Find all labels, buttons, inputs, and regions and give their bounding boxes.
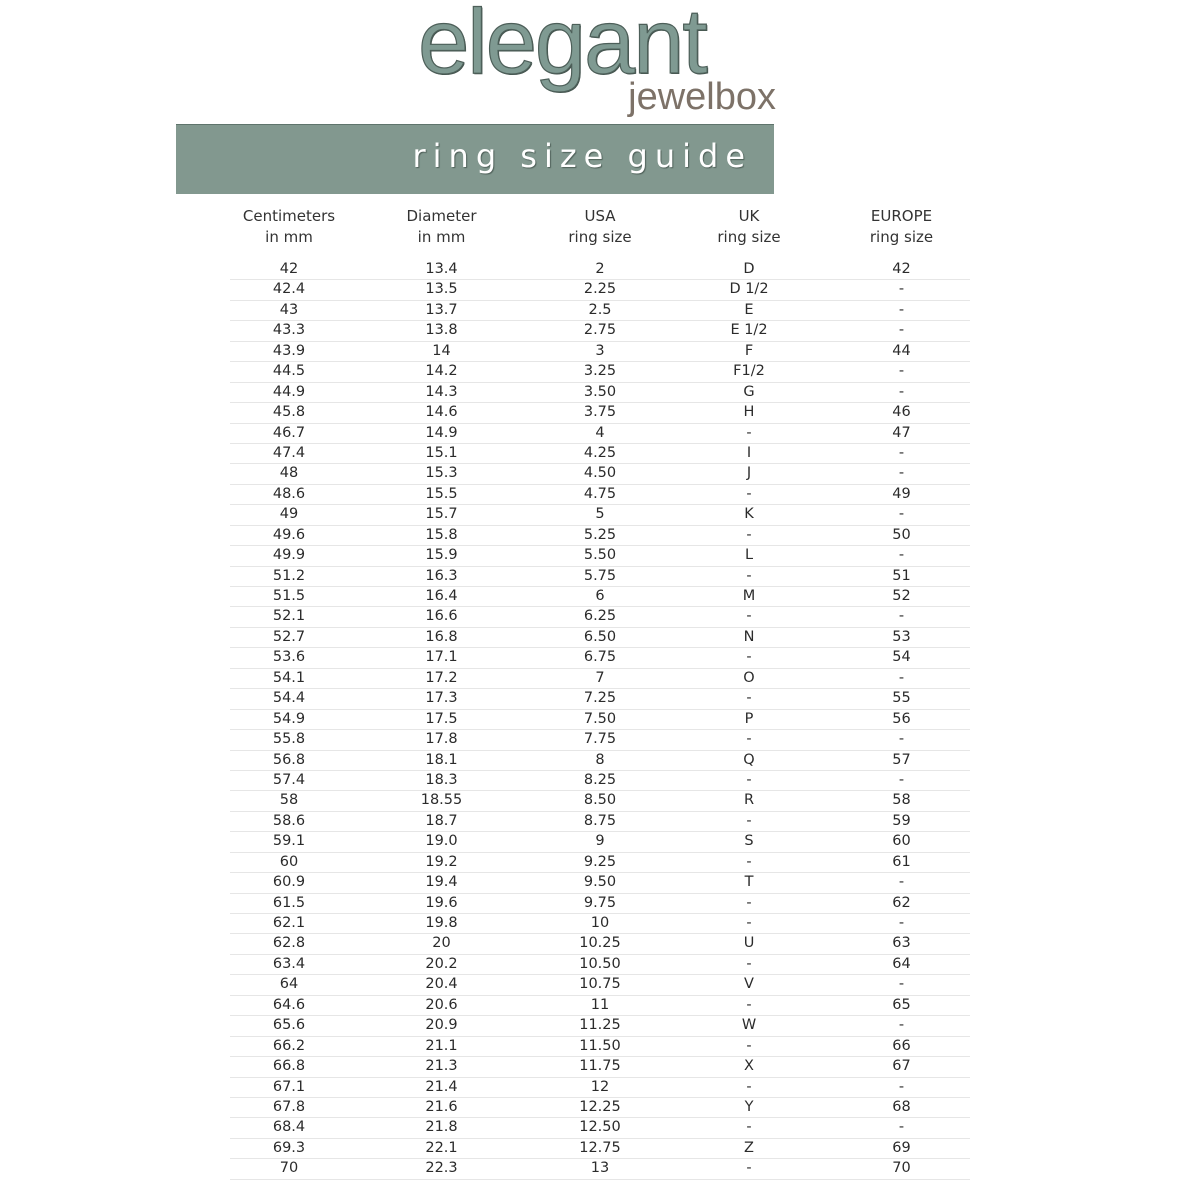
cell-uk: -: [746, 567, 752, 584]
cell-usa: 12: [590, 1078, 610, 1095]
cell-centimeters: 57.4: [272, 771, 306, 788]
cell-centimeters: 59.1: [272, 833, 306, 850]
cell-usa: 5.75: [583, 567, 617, 584]
cell-centimeters: 61.5: [272, 894, 306, 911]
table-row: [230, 464, 970, 484]
cell-uk: O: [743, 669, 755, 686]
cell-europe: -: [898, 1078, 905, 1095]
cell-europe: 69: [892, 1139, 911, 1156]
cell-diameter: 21.3: [425, 1058, 458, 1075]
cell-diameter: 15.8: [425, 526, 458, 543]
cell-diameter: 22.3: [425, 1160, 458, 1177]
cell-diameter: 20: [432, 935, 451, 952]
cell-usa: 9.25: [583, 853, 617, 870]
cell-usa: 8: [595, 751, 605, 768]
cell-usa: 7.25: [583, 690, 617, 707]
cell-europe: 59: [892, 812, 911, 829]
cell-europe: -: [898, 301, 905, 318]
cell-usa: 6.50: [583, 628, 617, 645]
cell-uk: G: [743, 383, 755, 400]
cell-usa: 7.75: [583, 731, 617, 748]
cell-diameter: 17.1: [425, 649, 458, 666]
cell-usa: 10.25: [579, 935, 621, 952]
header-usa: USA ring size: [568, 207, 632, 246]
table-row: [230, 832, 970, 852]
cell-centimeters: 48.6: [272, 485, 306, 502]
table-row: [230, 321, 970, 341]
table-row: [230, 260, 970, 280]
cell-diameter: 17.8: [425, 731, 458, 748]
cell-centimeters: 54.9: [272, 710, 306, 727]
table-row: [230, 1098, 970, 1118]
cell-europe: 44: [892, 342, 911, 359]
cell-uk: K: [744, 506, 754, 523]
table-row: [230, 975, 970, 995]
cell-usa: 12.25: [579, 1098, 621, 1115]
cell-centimeters: 42: [279, 261, 299, 277]
cell-diameter: 20.6: [425, 996, 458, 1013]
cell-centimeters: 66.2: [272, 1037, 306, 1054]
table-row: [230, 362, 970, 382]
cell-diameter: 21.6: [425, 1098, 458, 1115]
table-row: [230, 648, 970, 668]
cell-diameter: 17.5: [425, 710, 458, 727]
cell-centimeters: 43.9: [272, 342, 306, 359]
cell-centimeters: 52.1: [272, 608, 306, 625]
cell-europe: 49: [892, 485, 911, 502]
cell-europe: -: [898, 465, 905, 482]
cell-centimeters: 47.4: [272, 444, 306, 461]
cell-usa: 8.50: [583, 792, 617, 809]
cell-uk: H: [743, 404, 755, 421]
cell-europe: 70: [892, 1160, 911, 1177]
cell-diameter: 20.9: [425, 1017, 458, 1034]
cell-usa: 2: [595, 261, 605, 277]
cell-europe: 63: [892, 935, 911, 952]
cell-centimeters: 63.4: [272, 955, 306, 972]
cell-diameter: 18.55: [420, 792, 463, 809]
cell-uk: Y: [744, 1098, 754, 1115]
table-row: [230, 505, 970, 525]
cell-uk: M: [742, 588, 756, 604]
cell-usa: 6: [595, 588, 605, 604]
cell-europe: 46: [892, 404, 911, 421]
cell-usa: 8.25: [583, 771, 617, 788]
cell-usa: 7.50: [583, 710, 617, 727]
header-diameter: Diameter in mm: [406, 207, 477, 246]
table-row: [230, 383, 970, 403]
cell-uk: R: [743, 792, 755, 809]
table-row: [230, 1159, 970, 1179]
table-row: [230, 301, 970, 321]
cell-diameter: 19.2: [425, 853, 458, 870]
cell-usa: 4.50: [583, 465, 617, 482]
cell-usa: 9.50: [583, 874, 617, 891]
cell-usa: 5: [595, 506, 605, 523]
table-row: [230, 628, 970, 648]
cell-uk: Q: [743, 751, 755, 768]
cell-centimeters: 62.1: [272, 915, 306, 931]
cell-europe: -: [898, 444, 905, 461]
cell-usa: 7: [595, 669, 605, 686]
cell-europe: -: [898, 874, 905, 891]
table-row: [230, 996, 970, 1016]
cell-usa: 6.25: [583, 608, 617, 625]
cell-centimeters: 44.5: [272, 363, 306, 380]
cell-uk: -: [746, 1037, 752, 1054]
cell-europe: 67: [892, 1058, 911, 1075]
cell-centimeters: 51.2: [272, 567, 306, 584]
cell-centimeters: 65.6: [272, 1017, 306, 1034]
cell-europe: -: [898, 1017, 905, 1034]
cell-diameter: 17.2: [425, 669, 458, 686]
cell-europe: -: [898, 1119, 905, 1136]
cell-usa: 10.50: [579, 955, 621, 972]
cell-usa: 6.75: [583, 649, 617, 666]
cell-centimeters: 58: [279, 792, 299, 809]
cell-europe: -: [898, 322, 905, 339]
cell-centimeters: 49: [279, 506, 299, 523]
cell-europe: 66: [892, 1037, 911, 1054]
cell-centimeters: 64.6: [272, 996, 306, 1013]
cell-diameter: 13.8: [425, 322, 458, 339]
cell-diameter: 21.8: [425, 1119, 458, 1136]
cell-centimeters: 43: [279, 301, 299, 318]
cell-uk: -: [746, 1160, 752, 1177]
cell-usa: 13: [590, 1160, 610, 1177]
table-row: [230, 403, 970, 423]
cell-diameter: 15.5: [425, 485, 458, 502]
cell-europe: 58: [892, 792, 911, 809]
cell-usa: 12.50: [579, 1119, 621, 1136]
cell-centimeters: 60.9: [272, 874, 306, 891]
cell-europe: -: [898, 669, 905, 686]
cell-europe: 65: [892, 996, 911, 1013]
cell-diameter: 15.1: [425, 444, 458, 461]
cell-diameter: 14.9: [425, 424, 458, 441]
table-row: [230, 873, 970, 893]
table-row: [230, 771, 970, 791]
cell-uk: -: [746, 690, 752, 707]
cell-uk: V: [744, 976, 754, 993]
cell-diameter: 21.4: [425, 1078, 458, 1095]
cell-uk: F: [744, 342, 754, 359]
table-row: [230, 526, 970, 546]
cell-centimeters: 49.6: [272, 526, 306, 543]
cell-usa: 10.75: [579, 976, 621, 993]
header-centimeters: Centimeters in mm: [242, 207, 336, 246]
cell-usa: 3: [595, 342, 605, 359]
cell-uk: X: [744, 1058, 754, 1075]
table-row: [230, 669, 970, 689]
table-row: [230, 546, 970, 566]
cell-centimeters: 67.8: [272, 1098, 306, 1115]
cell-usa: 2.25: [583, 281, 617, 298]
cell-europe: 56: [892, 710, 911, 727]
table-row: [230, 812, 970, 832]
table-row: [230, 1078, 970, 1098]
header-uk: UK ring size: [717, 207, 781, 246]
cell-europe: -: [898, 915, 905, 931]
cell-usa: 9: [595, 833, 605, 850]
cell-centimeters: 52.7: [272, 628, 306, 645]
cell-uk: S: [744, 833, 754, 850]
cell-centimeters: 68.4: [272, 1119, 306, 1136]
cell-diameter: 17.3: [425, 690, 458, 707]
cell-usa: 3.25: [583, 363, 617, 380]
table-row: [230, 1037, 970, 1057]
table-row: [230, 710, 970, 730]
cell-europe: 50: [892, 526, 911, 543]
cell-uk: L: [744, 547, 754, 564]
cell-usa: 2.5: [588, 301, 612, 318]
cell-centimeters: 46.7: [272, 424, 306, 441]
cell-centimeters: 54.4: [272, 690, 306, 707]
table-row: [230, 934, 970, 954]
cell-diameter: 16.4: [425, 588, 458, 604]
cell-europe: -: [898, 771, 905, 788]
cell-diameter: 16.6: [425, 608, 458, 625]
cell-uk: D: [743, 261, 755, 277]
cell-uk: U: [743, 935, 755, 952]
cell-usa: 3.50: [583, 383, 617, 400]
cell-diameter: 14.3: [425, 383, 458, 400]
cell-uk: P: [744, 710, 754, 727]
cell-diameter: 19.0: [425, 833, 458, 850]
cell-centimeters: 54.1: [272, 669, 306, 686]
cell-europe: -: [898, 383, 905, 400]
cell-usa: 5.50: [583, 547, 617, 564]
cell-diameter: 15.9: [425, 547, 458, 564]
cell-uk: -: [746, 731, 752, 748]
cell-uk: -: [746, 894, 752, 911]
cell-europe: -: [898, 281, 905, 298]
cell-uk: D 1/2: [729, 281, 769, 298]
table-row: [230, 853, 970, 873]
logo-subtitle: jewelbox: [628, 76, 776, 118]
cell-europe: 68: [892, 1098, 911, 1115]
cell-centimeters: 43.3: [272, 322, 306, 339]
cell-uk: E: [744, 301, 754, 318]
cell-usa: 11: [590, 996, 610, 1013]
cell-usa: 3.75: [583, 404, 617, 421]
cell-uk: J: [746, 465, 752, 482]
table-row: [230, 689, 970, 709]
cell-centimeters: 69.3: [272, 1139, 306, 1156]
cell-europe: 42: [892, 261, 911, 277]
table-row: [230, 751, 970, 771]
cell-uk: I: [746, 444, 752, 461]
cell-uk: -: [746, 812, 752, 829]
cell-usa: 4.75: [583, 485, 617, 502]
cell-centimeters: 66.8: [272, 1058, 306, 1075]
cell-diameter: 14.2: [425, 363, 458, 380]
cell-diameter: 20.2: [425, 955, 458, 972]
cell-europe: -: [898, 731, 905, 748]
cell-uk: -: [746, 1078, 752, 1095]
cell-uk: -: [746, 1119, 752, 1136]
cell-diameter: 19.8: [425, 915, 458, 931]
cell-diameter: 15.3: [425, 465, 458, 482]
cell-centimeters: 49.9: [272, 547, 306, 564]
brand-logo: [418, 0, 780, 125]
cell-centimeters: 56.8: [272, 751, 306, 768]
cell-diameter: 18.3: [425, 771, 458, 788]
cell-centimeters: 55.8: [272, 731, 306, 748]
cell-centimeters: 70: [279, 1160, 299, 1177]
cell-europe: 62: [892, 894, 911, 911]
cell-uk: Z: [744, 1139, 754, 1156]
cell-europe: 57: [892, 751, 911, 768]
cell-centimeters: 45.8: [272, 404, 306, 421]
page-title: ring size guide: [412, 137, 752, 175]
cell-diameter: 16.3: [425, 567, 458, 584]
table-row: [230, 730, 970, 750]
cell-usa: 4: [595, 424, 605, 441]
cell-diameter: 14: [432, 342, 451, 359]
table-row: [230, 342, 970, 362]
table-row: [230, 607, 970, 627]
cell-uk: -: [746, 955, 752, 972]
cell-usa: 4.25: [583, 444, 617, 461]
cell-europe: -: [898, 506, 905, 523]
cell-centimeters: 64: [279, 976, 299, 993]
cell-uk: -: [746, 424, 752, 441]
table-row: [230, 485, 970, 505]
cell-europe: -: [898, 363, 905, 380]
cell-diameter: 13.4: [425, 261, 458, 277]
cell-europe: -: [898, 547, 905, 564]
title-banner: [176, 124, 774, 194]
cell-diameter: 18.7: [425, 812, 458, 829]
cell-usa: 2.75: [583, 322, 617, 339]
cell-uk: -: [746, 608, 752, 625]
table-row: [230, 1057, 970, 1077]
header-europe: EUROPE ring size: [869, 207, 934, 246]
ring-size-table: [230, 206, 970, 1180]
table-row: [230, 914, 970, 934]
cell-usa: 5.25: [583, 526, 617, 543]
cell-uk: -: [746, 771, 752, 788]
cell-centimeters: 51.5: [272, 588, 306, 604]
cell-europe: 54: [892, 649, 911, 666]
cell-centimeters: 67.1: [272, 1078, 306, 1095]
cell-diameter: 22.1: [425, 1139, 458, 1156]
table-row: [230, 894, 970, 914]
cell-centimeters: 58.6: [272, 812, 306, 829]
cell-diameter: 16.8: [425, 628, 458, 645]
table-row: [230, 444, 970, 464]
cell-centimeters: 53.6: [272, 649, 306, 666]
cell-uk: -: [746, 853, 752, 870]
cell-europe: -: [898, 608, 905, 625]
cell-uk: F1/2: [733, 363, 765, 380]
table-row: [230, 1139, 970, 1159]
cell-europe: 55: [892, 690, 911, 707]
table-row: [230, 791, 970, 811]
table-row: [230, 280, 970, 300]
cell-diameter: 18.1: [425, 751, 458, 768]
cell-europe: 61: [892, 853, 911, 870]
cell-diameter: 21.1: [425, 1037, 458, 1054]
cell-centimeters: 42.4: [272, 281, 306, 298]
cell-centimeters: 60: [279, 853, 299, 870]
cell-diameter: 15.7: [425, 506, 458, 523]
cell-centimeters: 44.9: [272, 383, 306, 400]
cell-centimeters: 62.8: [272, 935, 306, 952]
cell-diameter: 20.4: [425, 976, 458, 993]
cell-europe: 51: [892, 567, 911, 584]
cell-centimeters: 48: [279, 465, 299, 482]
cell-usa: 9.75: [583, 894, 617, 911]
cell-usa: 8.75: [583, 812, 617, 829]
cell-europe: 60: [892, 833, 911, 850]
cell-diameter: 19.6: [425, 894, 458, 911]
cell-europe: 64: [892, 955, 911, 972]
cell-uk: E 1/2: [730, 322, 768, 339]
table-row: [230, 1016, 970, 1036]
cell-uk: W: [741, 1017, 757, 1034]
cell-uk: -: [746, 649, 752, 666]
cell-uk: -: [746, 996, 752, 1013]
cell-usa: 11.75: [579, 1058, 621, 1075]
cell-usa: 11.50: [579, 1037, 621, 1054]
cell-usa: 10: [590, 915, 610, 931]
table-row: [230, 567, 970, 587]
cell-diameter: 13.7: [425, 301, 458, 318]
cell-europe: 52: [892, 588, 911, 604]
cell-europe: 47: [892, 424, 911, 441]
table-row: [230, 1118, 970, 1138]
cell-usa: 12.75: [579, 1139, 621, 1156]
table-row: [230, 955, 970, 975]
cell-diameter: 19.4: [425, 874, 458, 891]
cell-uk: -: [746, 485, 752, 502]
cell-europe: -: [898, 976, 905, 993]
cell-diameter: 13.5: [425, 281, 458, 298]
logo-wordmark: elegant: [418, 0, 706, 93]
cell-uk: T: [744, 874, 754, 891]
cell-diameter: 14.6: [425, 404, 458, 421]
table-body: [230, 260, 970, 1180]
table-header: [230, 206, 970, 258]
cell-uk: -: [746, 915, 752, 931]
cell-europe: 53: [892, 628, 911, 645]
table-row: [230, 424, 970, 444]
table-row: [230, 587, 970, 607]
cell-uk: N: [743, 628, 755, 645]
cell-usa: 11.25: [579, 1017, 621, 1034]
cell-uk: -: [746, 526, 752, 543]
